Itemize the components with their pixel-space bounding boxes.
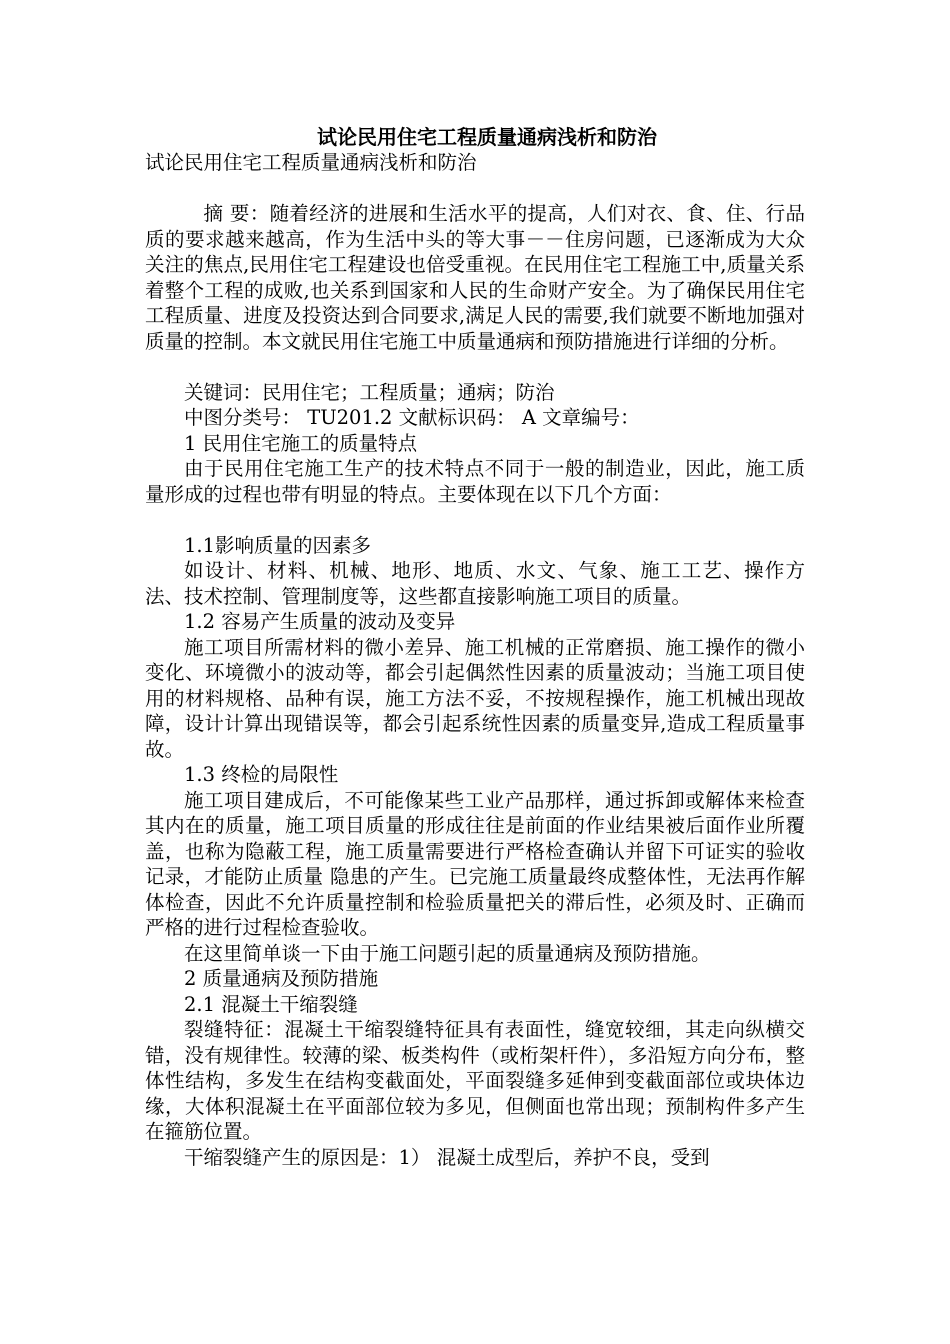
abstract-paragraph: 摘 要：随着经济的进展和生活水平的提高，人们对衣、食、住、行品质的要求越来越高，作为生活中头的等大事－－住房问题，已逐渐成为大众关注的焦点,民用住宅工程建设也倍受重视。在民用住宅工程施工中,质量关系着整个工程的成败,也关系到国家和人民的生命财产安全。为了确保民用住宅工程质量、进度及投资达到合同要求,满足人民的需要,我们就要不断地加强对质量的控制。本文就民用住宅施工中质量通病和预防措施进行详细的分析。 bbox=[145, 202, 805, 353]
section-1-intro: 由于民用住宅施工生产的技术特点不同于一般的制造业，因此，施工质量形成的过程也带有明显的特点。主要体现在以下几个方面： bbox=[145, 457, 805, 506]
section-1-1-body: 如设计、材料、机械、地形、地质、水文、气象、施工工艺、操作方法、技术控制、管理制度等，这些都直接影响施工项目的质量。 bbox=[145, 559, 805, 608]
section-1-2-body: 施工项目所需材料的微小差异、施工机械的正常磨损、施工操作的微小变化、环境微小的波动等，都会引起偶然性因素的质量波动；当施工项目使用的材料规格、品种有误，施工方法不妥，不按规程操作，施工机械出现故障，设计计算出现错误等，都会引起系统性因素的质量变异,造成工程质量事故。 bbox=[145, 635, 805, 761]
document-title: 试论民用住宅工程质量通病浅析和防治 bbox=[317, 125, 657, 149]
section-2-1-causes: 干缩裂缝产生的原因是：1） 混凝土成型后，养护不良，受到 bbox=[184, 1145, 710, 1169]
section-2-1-body: 裂缝特征：混凝土干缩裂缝特征具有表面性，缝宽较细，其走向纵横交错，没有规律性。较薄的梁、板类构件（或桁架杆件），多沿短方向分布，整体性结构，多发生在结构变截面处，平面裂缝多延伸到变截面部位或块体边缘，大体积混凝土在平面部位较为多见，但侧面也常出现；预制构件多产生在箍筋位置。 bbox=[145, 1018, 805, 1143]
blank-line bbox=[145, 176, 805, 202]
section-1-heading: 1 民用住宅施工的质量特点 bbox=[184, 431, 418, 455]
section-1-3-heading: 1.3 终检的局限性 bbox=[184, 763, 339, 786]
section-1-3-body: 施工项目建成后，不可能像某些工业产品那样，通过拆卸或解体来检查其内在的质量，施工项目质量的形成往往是前面的作业结果被后面作业所覆盖，也称为隐蔽工程，施工质量需要进行严格检查确认并留下可证实的验收记录，才能防止质量 隐患的产生。已完施工质量最终成整体性，无法再作解体检查，因此不允许质量控制和检验质量把关的滞后性，必须及时、正确而严格的进行过程检查验收。 bbox=[145, 788, 805, 939]
section-1-2-heading: 1.2 容易产生质量的波动及变异 bbox=[184, 610, 456, 633]
blank-line bbox=[145, 507, 805, 533]
keywords-line: 关键词：民用住宅；工程质量；通病；防治 bbox=[184, 380, 555, 404]
transition-paragraph: 在这里简单谈一下由于施工问题引起的质量通病及预防措施。 bbox=[184, 941, 711, 965]
classification-line: 中图分类号： TU201.2 文献标识码： A 文章编号： bbox=[184, 406, 640, 429]
section-2-1-heading: 2.1 混凝土干缩裂缝 bbox=[184, 992, 358, 1016]
section-1-1-heading: 1.1影响质量的因素多 bbox=[184, 533, 372, 557]
blank-line bbox=[145, 354, 805, 380]
document-page bbox=[145, 124, 805, 1170]
document-subtitle: 试论民用住宅工程质量通病浅析和防治 bbox=[145, 151, 477, 174]
section-2-heading: 2 质量通病及预防措施 bbox=[184, 967, 379, 990]
